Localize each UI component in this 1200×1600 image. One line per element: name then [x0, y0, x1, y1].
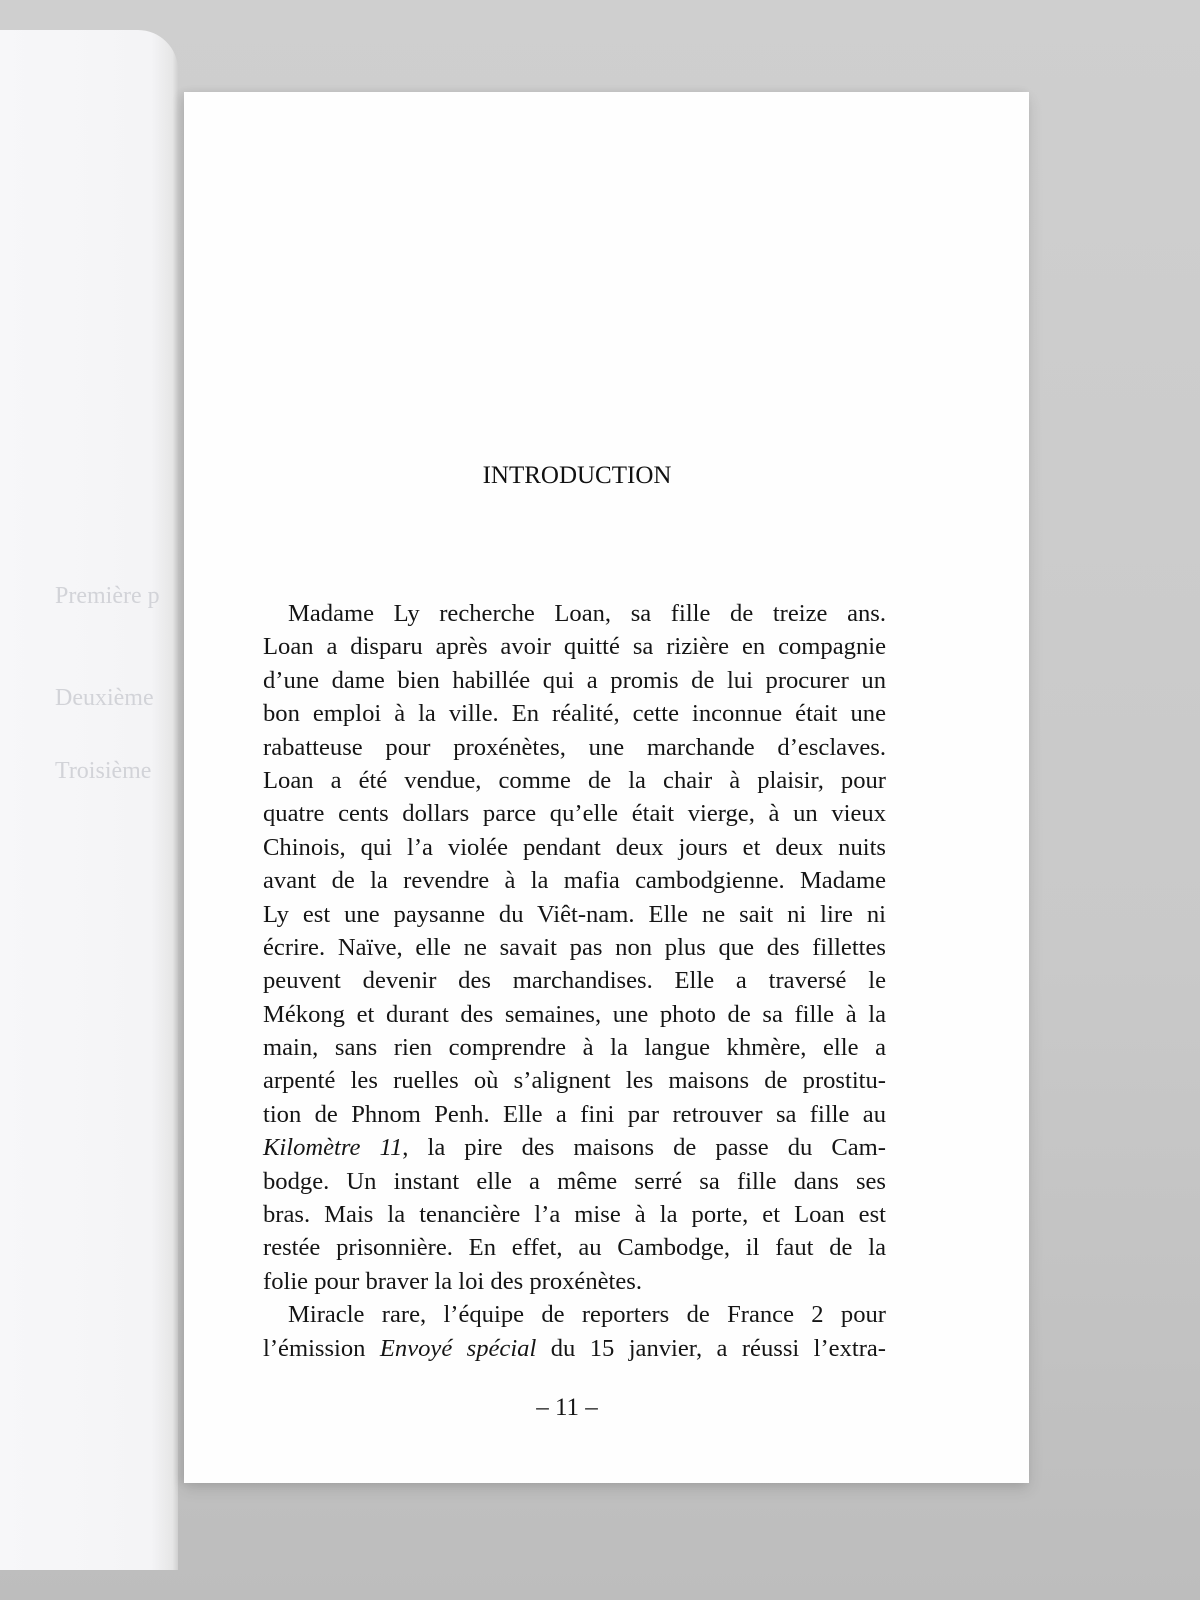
text-segment: Mékong et durant des semaines, une photo de sa fille à la: [263, 1000, 886, 1028]
italic-text: Kilomètre 11: [263, 1134, 403, 1162]
text-segment: l’émission: [263, 1334, 380, 1362]
toc-fragment: Troisième: [55, 758, 152, 784]
text-line: [263, 1332, 886, 1365]
text-segment: restée prisonnière. En effet, au Cambodge, il faut de la: [263, 1234, 886, 1262]
text-segment: folie pour braver la loi des proxénètes.: [263, 1267, 643, 1295]
italic-text: Envoyé spécial: [379, 1334, 537, 1362]
text-segment: avant de la revendre à la mafia cambodgienne. Madame: [263, 867, 886, 895]
text-segment: , la pire des maisons de passe du Cam-: [402, 1134, 886, 1162]
toc-fragment: Première p: [55, 583, 160, 609]
text-line: [263, 664, 886, 697]
text-segment: peuvent devenir des marchandises. Elle a traversé le: [263, 967, 886, 995]
text-segment: du 15 janvier, a réussi l’extra-: [536, 1334, 886, 1362]
text-segment: arpenté les ruelles où s’alignent les maisons de prostitu-: [263, 1067, 886, 1095]
text-segment: Loan a été vendue, comme de la chair à plaisir, pour: [263, 766, 886, 794]
text-line: [263, 1298, 886, 1331]
text-line: [263, 898, 886, 931]
toc-fragment: Deuxième: [55, 685, 154, 711]
text-segment: bon emploi à la ville. En réalité, cette inconnue était une: [263, 700, 886, 728]
text-line: [263, 1131, 886, 1164]
text-segment: Ly est une paysanne du Viêt-nam. Elle ne sait ni lire ni: [263, 900, 886, 928]
body-text: [263, 597, 886, 1365]
text-segment: Madame Ly recherche Loan, sa fille de treize ans.: [288, 600, 886, 627]
text-segment: main, sans rien comprendre à la langue khmère, elle a: [263, 1034, 886, 1062]
chapter-heading: INTRODUCTION: [482, 462, 672, 489]
text-line: [263, 1265, 886, 1298]
text-segment: rabatteuse pour proxénètes, une marchande d’esclaves.: [263, 733, 886, 761]
left-page: [0, 30, 178, 1570]
text-segment: Chinois, qui l’a violée pendant deux jours et deux nuits: [263, 833, 886, 861]
text-segment: tion de Phnom Penh. Elle a fini par retrouver sa fille au: [263, 1100, 886, 1128]
text-segment: écrire. Naïve, elle ne savait pas non plus que des fillettes: [263, 933, 886, 961]
text-line: [263, 864, 886, 897]
text-line: [263, 764, 886, 797]
text-segment: d’une dame bien habillée qui a promis de lui procurer un: [263, 666, 886, 694]
text-line: [263, 697, 886, 730]
text-segment: quatre cents dollars parce qu’elle était vierge, à un vieux: [263, 800, 886, 828]
text-segment: bodge. Un instant elle a même serré sa fille dans ses: [263, 1167, 886, 1195]
text-line: [263, 597, 886, 630]
text-segment: Loan a disparu après avoir quitté sa rizière en compagnie: [263, 633, 886, 661]
text-line: [263, 797, 886, 830]
text-line: [263, 1031, 886, 1064]
text-line: [263, 1098, 886, 1131]
page-number: – 11 –: [536, 1394, 598, 1421]
text-line: [263, 964, 886, 997]
book-page: [184, 92, 1029, 1483]
text-line: [263, 1064, 886, 1097]
text-line: [263, 931, 886, 964]
text-line: [263, 1165, 886, 1198]
text-line: [263, 998, 886, 1031]
text-line: [263, 1231, 886, 1264]
text-segment: Miracle rare, l’équipe de reporters de France 2 pour: [288, 1301, 886, 1329]
text-line: [263, 630, 886, 663]
text-segment: bras. Mais la tenancière l’a mise à la porte, et Loan est: [263, 1201, 886, 1229]
text-line: [263, 831, 886, 864]
text-line: [263, 1198, 886, 1231]
text-line: [263, 731, 886, 764]
